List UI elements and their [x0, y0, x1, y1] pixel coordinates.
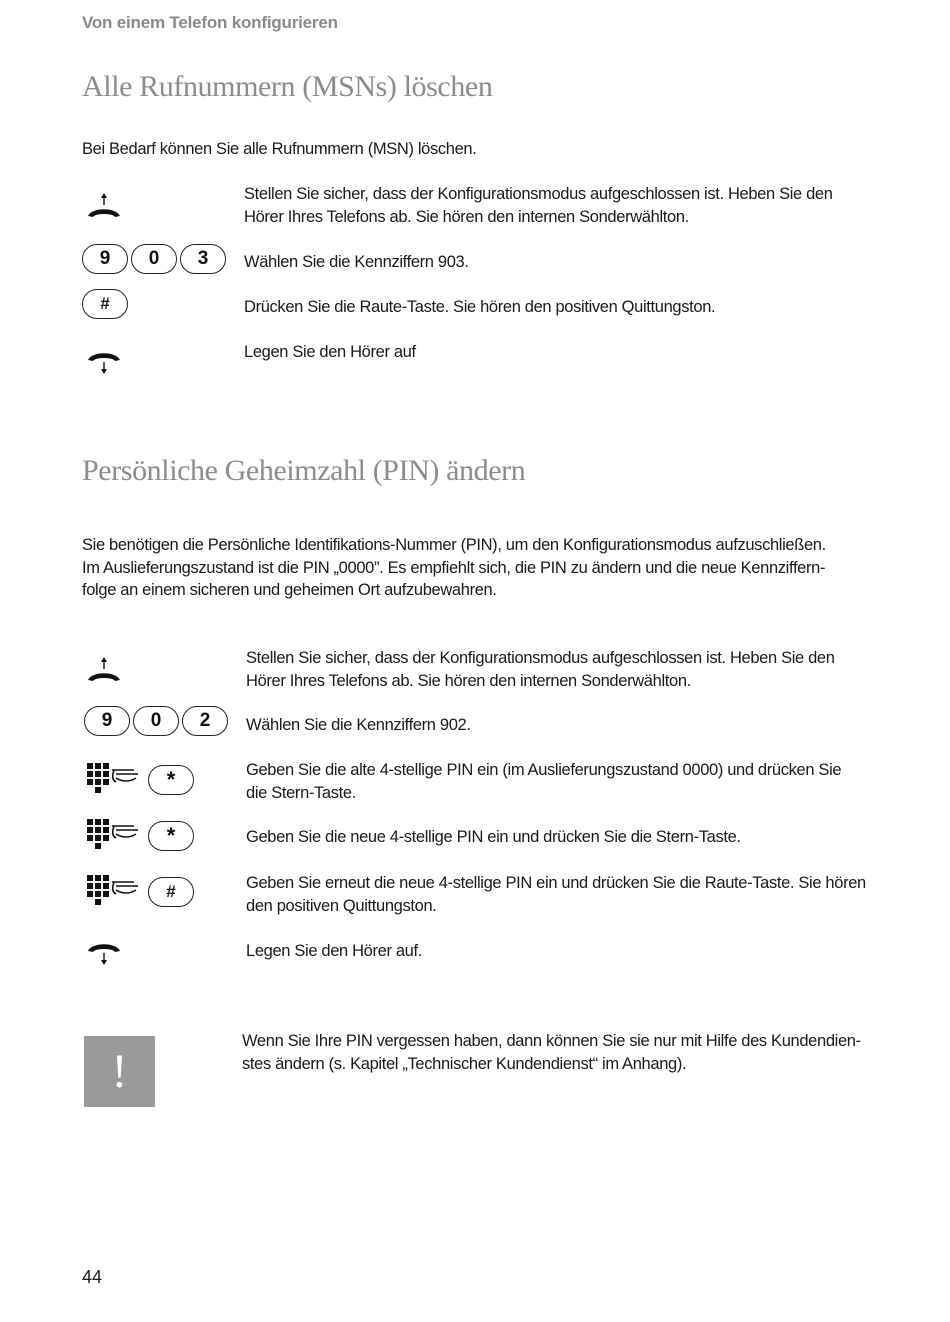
section-title-delete-msns: Alle Rufnummern (MSNs) löschen — [82, 70, 493, 103]
step-text: Geben Sie erneut die neue 4-stellige PIN ein und drücken Sie die Raute-Taste. Sie hören den positiven Quittungston. — [246, 874, 866, 915]
note-line: Wenn Sie Ihre PIN vergessen haben, dann können Sie sie nur mit Hilfe des Kundendien- — [242, 1032, 861, 1050]
note-text — [242, 1030, 882, 1075]
step-text: Legen Sie den Hörer auf. — [246, 942, 422, 960]
running-header: Von einem Telefon konfigurieren — [82, 13, 338, 32]
key-digit: 0 — [133, 706, 179, 736]
step-text: Stellen Sie sicher, dass der Konfigurationsmodus aufgeschlossen ist. Heben Sie den Hörer Ihres Telefons ab. Sie hören den internen Sonderwählton. — [246, 649, 835, 690]
keypad-hand-icon — [86, 874, 142, 910]
key-digit: 9 — [84, 706, 130, 736]
keypad-enter-star-icon — [86, 762, 194, 798]
handset-lift-icon — [86, 656, 124, 684]
step-text: Stellen Sie sicher, dass der Konfigurationsmodus aufgeschlossen ist. Heben Sie den Hörer Ihres Telefons ab. Sie hören den internen Sonderwählton. — [244, 185, 833, 226]
key-digit: 0 — [131, 244, 177, 274]
intro-line: Sie benötigen die Persönliche Identifikations-Nummer (PIN), um den Konfigurationsmodus aufzuschließen. — [82, 536, 826, 554]
keypad-digits-icon — [82, 244, 226, 274]
key-digit: 3 — [180, 244, 226, 274]
step-text: Wählen Sie die Kennziffern 903. — [244, 253, 469, 271]
handset-hangup-icon — [86, 939, 124, 967]
step-text: Wählen Sie die Kennziffern 902. — [246, 716, 471, 734]
section-title-change-pin: Persönliche Geheimzahl (PIN) ändern — [82, 454, 526, 487]
step-text: Legen Sie den Hörer auf — [244, 343, 416, 361]
handset-lift-icon — [86, 192, 124, 220]
hash-key-icon — [82, 289, 128, 319]
intro-line: folge an einem sicheren und geheimen Ort aufzubewahren. — [82, 581, 497, 599]
keypad-enter-hash-icon — [86, 874, 194, 910]
handset-hangup-icon — [86, 348, 124, 376]
key-star: * — [148, 765, 194, 795]
key-hash: # — [82, 289, 128, 319]
intro-line: Im Auslieferungszustand ist die PIN „0000”. Es empfiehlt sich, die PIN zu ändern und die neue Kennziffern- — [82, 558, 826, 577]
page-number: 44 — [82, 1267, 103, 1287]
key-digit: 9 — [82, 244, 128, 274]
note-line: stes ändern (s. Kapitel „Technischer Kundendienst“ im Anhang). — [242, 1054, 687, 1073]
section2-intro — [82, 534, 882, 602]
step-text: Geben Sie die alte 4-stellige PIN ein (im Auslieferungszustand 0000) und drücken Sie die Stern-Taste. — [246, 761, 842, 802]
warning-icon: ! — [84, 1036, 155, 1107]
keypad-enter-star-icon — [86, 818, 194, 854]
key-hash: # — [148, 877, 194, 907]
key-digit: 2 — [182, 706, 228, 736]
step-text: Geben Sie die neue 4-stellige PIN ein und drücken Sie die Stern-Taste. — [246, 828, 741, 846]
keypad-hand-icon — [86, 818, 142, 854]
keypad-hand-icon — [86, 762, 142, 798]
key-star: * — [148, 821, 194, 851]
step-text: Drücken Sie die Raute-Taste. Sie hören den positiven Quittungston. — [244, 298, 716, 316]
keypad-digits-icon — [84, 706, 228, 736]
section1-intro: Bei Bedarf können Sie alle Rufnummern (MSN) löschen. — [82, 140, 477, 158]
